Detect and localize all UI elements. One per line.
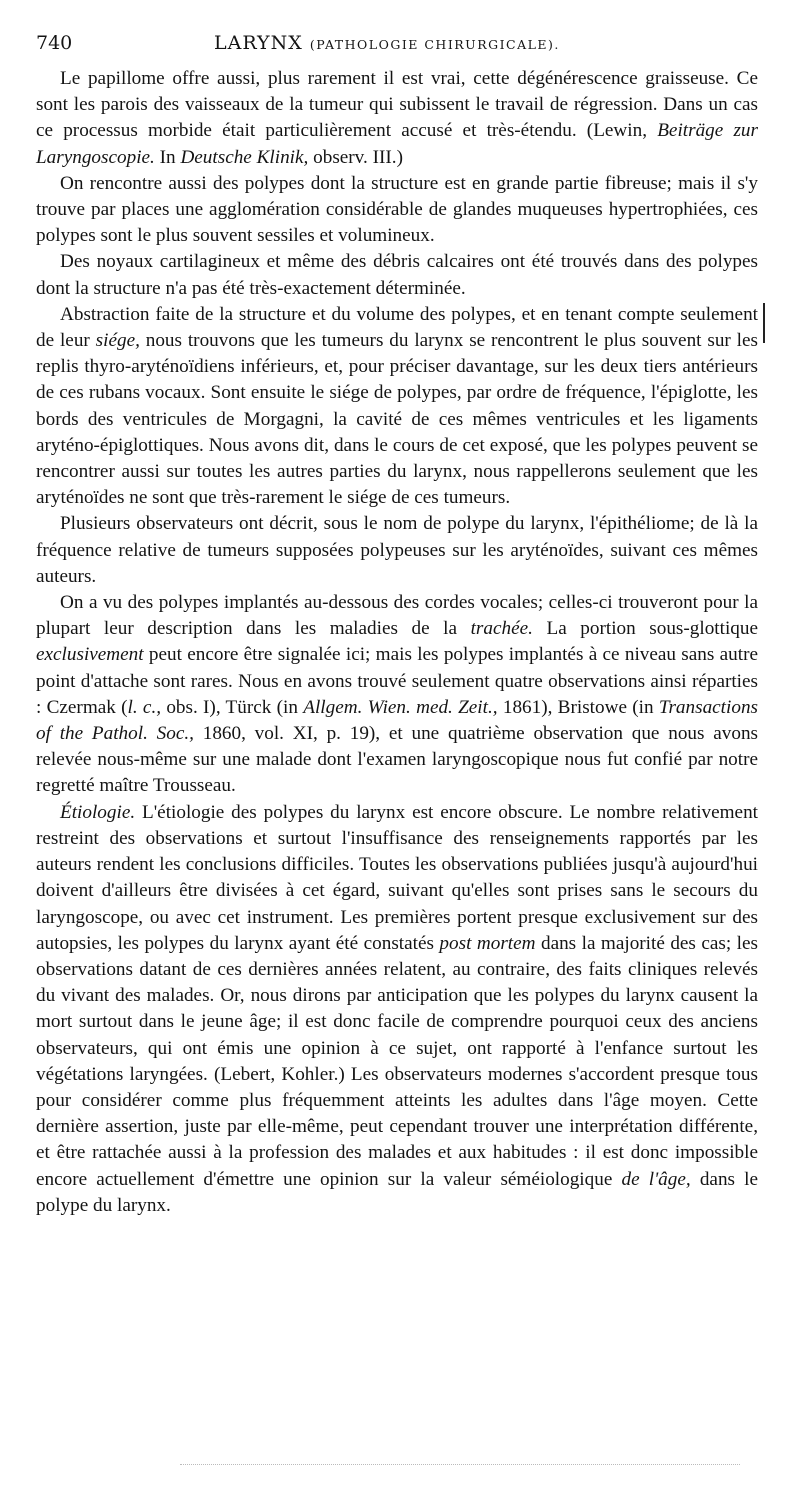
citation-lewin: Beiträge zur Laryngoscopie. xyxy=(36,120,758,168)
paragraph-siege: Abstraction faite de la structure et du volume des polypes, et en tenant compte seulement de leur siége, nous trouvons que les tumeurs du larynx se rencontrent le plus souvent sur les replis thyro-aryténoïdiens inférieurs, et, pour préciser davantage, sur les deux tiers antérieurs de ces rubans vocaux. Sont ensuite le siége de polypes, par ordre de fréquence, l'épiglotte, les bords des ventricules de Morgagni, la cavité de ces mêmes ventricules et les ligaments aryténo-épiglottiques. Nous avons dit, dans le cours de cet exposé, que les polypes peuvent se rencontrer aussi sur toutes les autres parties du larynx, nous rappellerons seulement que les aryténoïdes ne sont que très-rarement le siége de ces tumeurs. xyxy=(36,303,758,509)
emphasis-post-mortem: post mortem xyxy=(439,932,536,954)
emphasis-de-lage: de l'âge, xyxy=(621,1168,691,1190)
running-title-sub: (PATHOLOGIE CHIRURGICALE). xyxy=(309,37,560,52)
citation-deutsche-klinik: Deutsche Klinik, xyxy=(180,146,309,168)
body-text xyxy=(36,66,758,1219)
paragraph-papillome: Le papillome offre aussi, plus rarement il est vrai, cette dégénérescence graisseuse. Ce sont les parois des vaisseaux de la tumeur qui subissent le travail de régression. Dans un cas ce processus morbide était particulièrement accusé et très-étendu. (Lewin, Beiträge zur Laryngoscopie. In Deutsche Klinik, observ. III.) xyxy=(36,68,758,168)
citation-allgem-wien: Allgem. Wien. med. Zeit., xyxy=(303,696,498,718)
emphasis-siege: siége, xyxy=(95,330,140,352)
paragraph-sous-glottique: On a vu des polypes implantés au-dessous des cordes vocales; celles-ci trouveront pour la plupart leur description dans les maladies de la trachée. La portion sous-glottique exclusivement peut encore être signalée ici; mais les polypes implantés à ce niveau sans autre point d'attache sont rares. Nous en avons trouvé seulement quatre observations ainsi réparties : Czermak (l. c., obs. I), Türck (in Allgem. Wien. med. Zeit., 1861), Bristowe (in Transactions of the Pathol. Soc., 1860, vol. XI, p. 19), et une quatrième observation que nous avons relevée nous-même sur une malade dont l'examen laryngoscopique nous fut confié par notre regretté maître Trousseau. xyxy=(36,592,759,797)
margin-bracket-mark xyxy=(763,303,765,343)
paragraph-etiologie: Étiologie. L'étiologie des polypes du larynx est encore obscure. Le nombre relativement restreint des observations et surtout l'insuffisance des renseignements rapportés par les auteurs rendent les conclusions difficiles. Toutes les observations publiées jusqu'à aujourd'hui doivent d'ailleurs être divisées à cet égard, suivant qu'elles sont prises sans le secours du laryngoscope, ou avec cet instrument. Les premières portent presque exclusivement sur des autopsies, les polypes du larynx ayant été constatés post mortem dans la majorité des cas; les observations datant de ces dernières années relatent, au contraire, des faits cliniques relevés du vivant des malades. Or, nous dirons par anticipation que les polypes du larynx causent la mort surtout dans le jeune âge; il est donc facile de comprendre pourquoi ceux des anciens observateurs, qui ont émis une opinion à ce sujet, ont rapporté à l'enfance surtout les végétations laryngées. (Lebert, Kohler.) Les observateurs modernes s'accordent presque tous pour considérer comme plus fréquemment atteints les adultes dans l'âge moyen. Cette dernière assertion, juste par elle-même, peut cependant trouver une interprétation différente, et être rattachée aussi à la profession des malades et aux habitudes : il est donc impossible encore actuellement d'émettre une opinion sur la valeur séméiologique de l'âge, dans le polype du larynx. xyxy=(36,801,758,1216)
citation-transactions: Transactions of the Pathol. Soc., xyxy=(36,696,759,745)
section-heading-etiologie: Étiologie. xyxy=(60,801,136,823)
paragraph-cartilagineux: Des noyaux cartilagineux et même des débris calcaires ont été trouvés dans des polypes dont la structure n'a pas été très-exactement déterminée. xyxy=(36,251,758,299)
emphasis-trachee: trachée. xyxy=(470,618,533,640)
page-number: 740 xyxy=(36,32,73,54)
running-title-main: LARYNX xyxy=(214,32,303,54)
running-title xyxy=(214,32,560,54)
citation-lc: l. c., xyxy=(127,696,162,718)
paragraph-fibreux: On rencontre aussi des polypes dont la structure est en grande partie fibreuse; mais il s'y trouve par places une agglomération considérable de glandes muqueuses hypertrophiées, ces polypes sont le plus souvent sessiles et volumineux. xyxy=(36,172,758,247)
running-header xyxy=(36,28,760,62)
emphasis-exclusivement: exclusivement xyxy=(36,644,144,666)
paragraph-epitheliome: Plusieurs observateurs ont décrit, sous le nom de polype du larynx, l'épithéliome; de là la fréquence relative de tumeurs supposées polypeuses sur les aryténoïdes, suivant ces mêmes auteurs. xyxy=(36,513,758,587)
scan-dotted-line xyxy=(180,1464,740,1466)
